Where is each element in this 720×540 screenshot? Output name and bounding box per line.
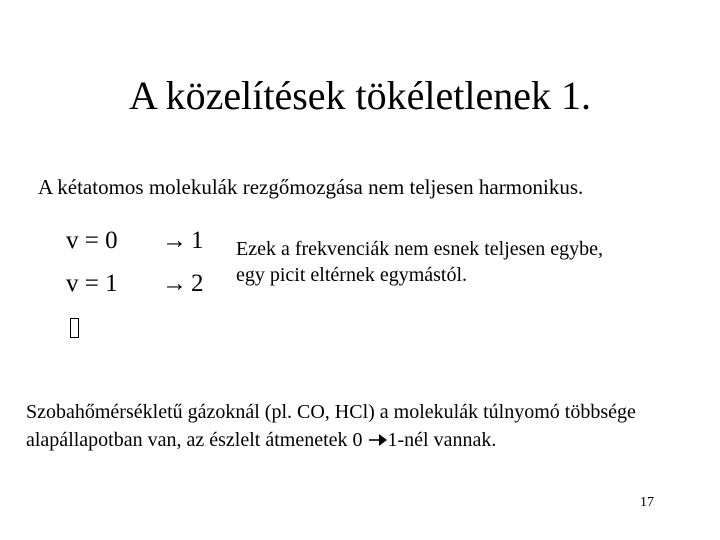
equation-2-lhs: v = 1 [66,270,118,297]
missing-glyph-box [70,318,79,338]
paragraph-text-before: Szobahőmérsékletű gázoknál (pl. CO, HCl) a molekulák túlnyomó többsége alapállapotban van, az észlelt átmenetek 0 [26,401,636,451]
equation-1 [66,226,204,256]
intro-text: A kétatomos molekulák rezgőmozgása nem teljesen harmonikus. [38,175,584,199]
equation-2-arrow: → [162,270,187,297]
frequency-note: Ezek a frekvenciák nem esnek teljesen egybe, egy picit eltérnek egymástól. [236,238,604,286]
right-arrow-icon [368,433,388,447]
equation-1-lhs: v = 0 [66,227,118,254]
equation-2 [66,269,204,299]
equation-2-rhs: 2 [191,270,204,297]
page-number: 17 [640,495,654,510]
paragraph-text-after: 1-nél vannak. [387,429,497,451]
room-temperature-paragraph [26,398,706,454]
slide-title: A közelítések tökéletlenek 1. [128,73,592,118]
equation-1-rhs: 1 [191,227,204,254]
equation-1-arrow: → [162,227,187,254]
